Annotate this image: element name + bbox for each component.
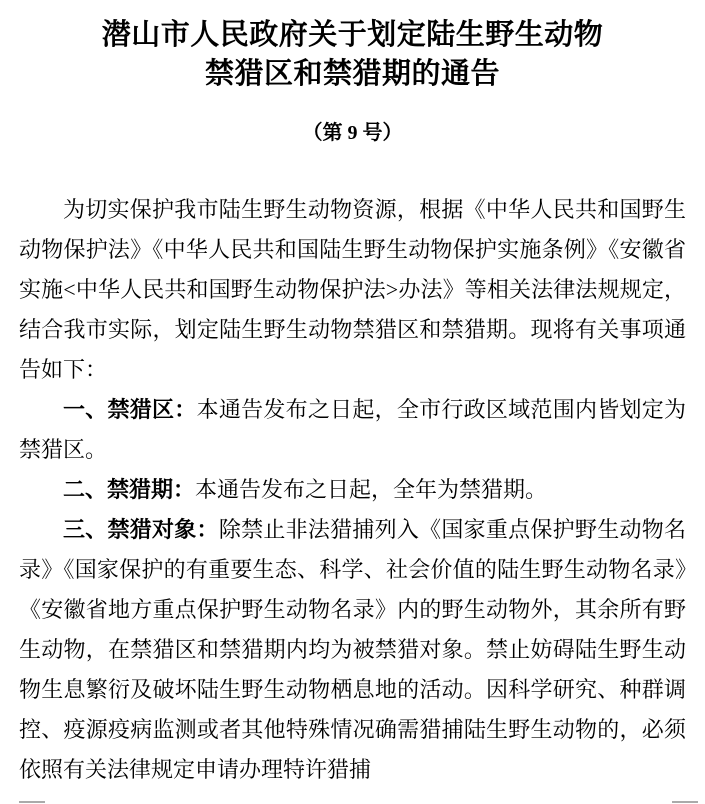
title-line-1: 潜山市人民政府关于划定陆生野生动物	[101, 19, 604, 51]
page-bottom-cutoff-fragment-right	[672, 801, 698, 803]
section-1-heading: 一、禁猎区：	[63, 397, 197, 422]
page-bottom-cutoff-fragment-left	[19, 801, 45, 803]
paragraph-section-2	[19, 470, 686, 510]
section-1-text: 本通告发布之日起，全市行政区域范围内皆划定为禁猎区。	[19, 397, 686, 462]
document-body	[19, 190, 686, 790]
paragraph-section-1	[19, 390, 686, 470]
section-3-text: 除禁止非法猎捕列入《国家重点保护野生动物名录》《国家保护的有重要生态、科学、社会价值的陆生野生动物名录》《安徽省地方重点保护野生动物名录》内的野生动物外，其余所有野生动物，在禁猎区和禁猎期内均为被禁猎对象。禁止妨碍陆生野生动物生息繁衍及破坏陆生野生动物栖息地的活动。因科学研究、种群调控、疫源疫病监测或者其他特殊情况确需猎捕陆生野生动物的，必须依照有关法律规定申请办理特许猎捕	[19, 517, 686, 782]
section-2-text: 本通告发布之日起，全年为禁猎期。	[195, 477, 548, 502]
title-line-2: 禁猎区和禁猎期的通告	[204, 58, 500, 90]
document-title	[19, 16, 686, 94]
issue-number: （第 9 号）	[302, 122, 403, 144]
paragraph-section-3	[19, 510, 686, 790]
paragraph-intro	[19, 190, 686, 390]
section-3-heading: 三、禁猎对象：	[63, 517, 219, 542]
section-2-heading: 二、禁猎期：	[63, 477, 196, 502]
paragraph-intro-text: 为切实保护我市陆生野生动物资源，根据《中华人民共和国野生动物保护法》《中华人民共和国陆生野生动物保护实施条例》《安徽省实施<中华人民共和国野生动物保护法>办法》等相关法律法规规定，结合我市实际，划定陆生野生动物禁猎区和禁猎期。现将有关事项通告如下：	[19, 197, 686, 382]
